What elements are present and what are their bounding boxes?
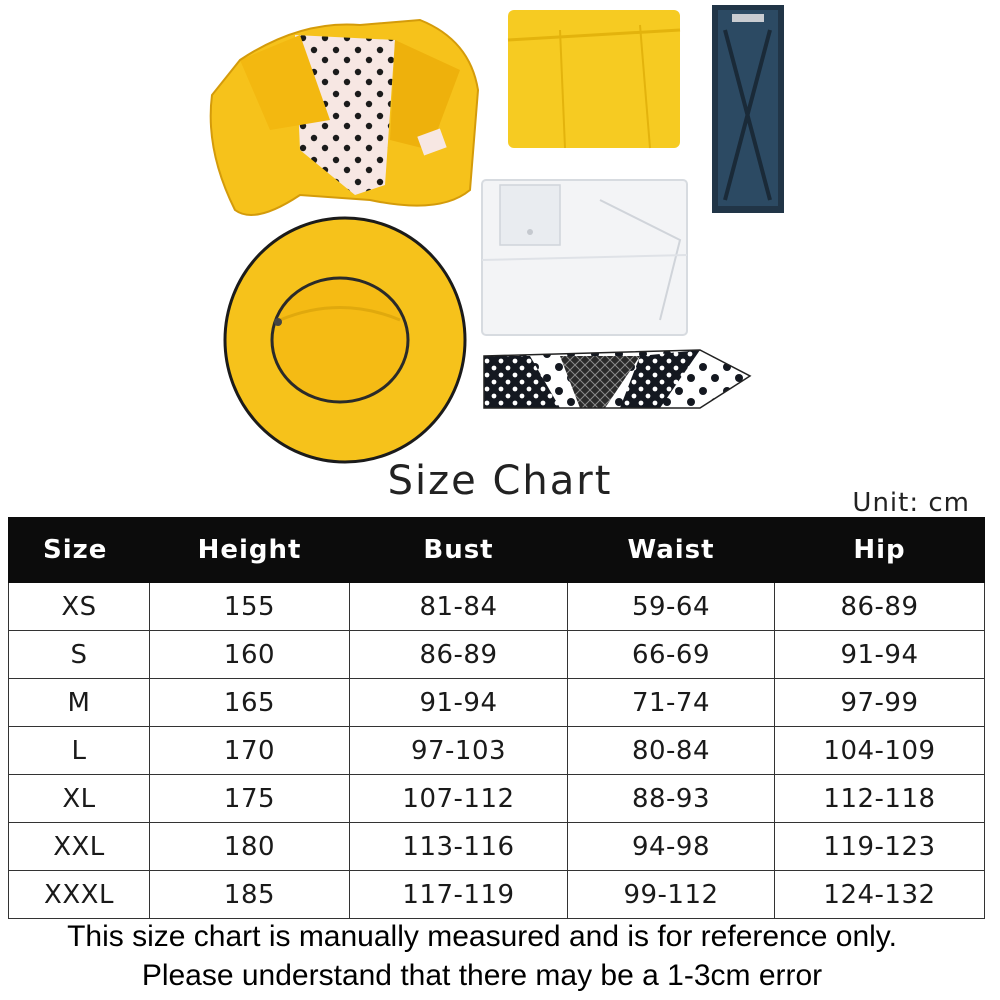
column-header-hip: Hip	[775, 518, 985, 583]
suspenders-image	[712, 5, 784, 213]
height-cell: 165	[150, 679, 350, 727]
table-row	[9, 631, 985, 679]
bust-cell: 107-112	[350, 775, 568, 823]
size-cell: L	[9, 727, 150, 775]
height-cell: 180	[150, 823, 350, 871]
size-cell: XXXL	[9, 871, 150, 919]
bust-cell: 97-103	[350, 727, 568, 775]
column-header-height: Height	[150, 518, 350, 583]
bust-cell: 117-119	[350, 871, 568, 919]
waist-cell: 80-84	[568, 727, 775, 775]
table-row	[9, 679, 985, 727]
bust-cell: 113-116	[350, 823, 568, 871]
jacket-image	[211, 20, 478, 215]
table-row	[9, 871, 985, 919]
waist-cell: 66-69	[568, 631, 775, 679]
unit-label: Unit: cm	[852, 488, 970, 518]
hip-cell: 112-118	[775, 775, 985, 823]
hip-cell: 119-123	[775, 823, 985, 871]
size-cell: XS	[9, 583, 150, 631]
height-cell: 185	[150, 871, 350, 919]
height-cell: 175	[150, 775, 350, 823]
column-header-bust: Bust	[350, 518, 568, 583]
hip-cell: 124-132	[775, 871, 985, 919]
size-cell: XL	[9, 775, 150, 823]
bust-cell: 91-94	[350, 679, 568, 727]
size-cell: M	[9, 679, 150, 727]
hip-cell: 97-99	[775, 679, 985, 727]
hip-cell: 86-89	[775, 583, 985, 631]
tie-image	[484, 350, 750, 408]
size-cell: S	[9, 631, 150, 679]
height-cell: 155	[150, 583, 350, 631]
disclaimer-line-1: This size chart is manually measured and is for reference only.	[67, 920, 897, 953]
hip-cell: 104-109	[775, 727, 985, 775]
table-row	[9, 583, 985, 631]
disclaimer-line-2: Please understand that there may be a 1-3cm error	[141, 959, 823, 992]
table-row	[9, 823, 985, 871]
height-cell: 170	[150, 727, 350, 775]
height-cell: 160	[150, 631, 350, 679]
size-cell: XXL	[9, 823, 150, 871]
hat-image	[225, 218, 465, 462]
column-header-size: Size	[9, 518, 150, 583]
waist-cell: 71-74	[568, 679, 775, 727]
product-photo	[0, 0, 1000, 465]
waist-cell: 99-112	[568, 871, 775, 919]
trousers-image	[508, 10, 680, 148]
table-row	[9, 775, 985, 823]
waist-cell: 59-64	[568, 583, 775, 631]
hip-cell: 91-94	[775, 631, 985, 679]
bust-cell: 81-84	[350, 583, 568, 631]
size-table	[8, 517, 985, 919]
column-header-waist: Waist	[568, 518, 775, 583]
bust-cell: 86-89	[350, 631, 568, 679]
table-row	[9, 727, 985, 775]
waist-cell: 94-98	[568, 823, 775, 871]
shirt-image	[482, 180, 687, 335]
waist-cell: 88-93	[568, 775, 775, 823]
size-chart-title: Size Chart	[387, 458, 613, 504]
size-table-header-row	[9, 518, 985, 583]
